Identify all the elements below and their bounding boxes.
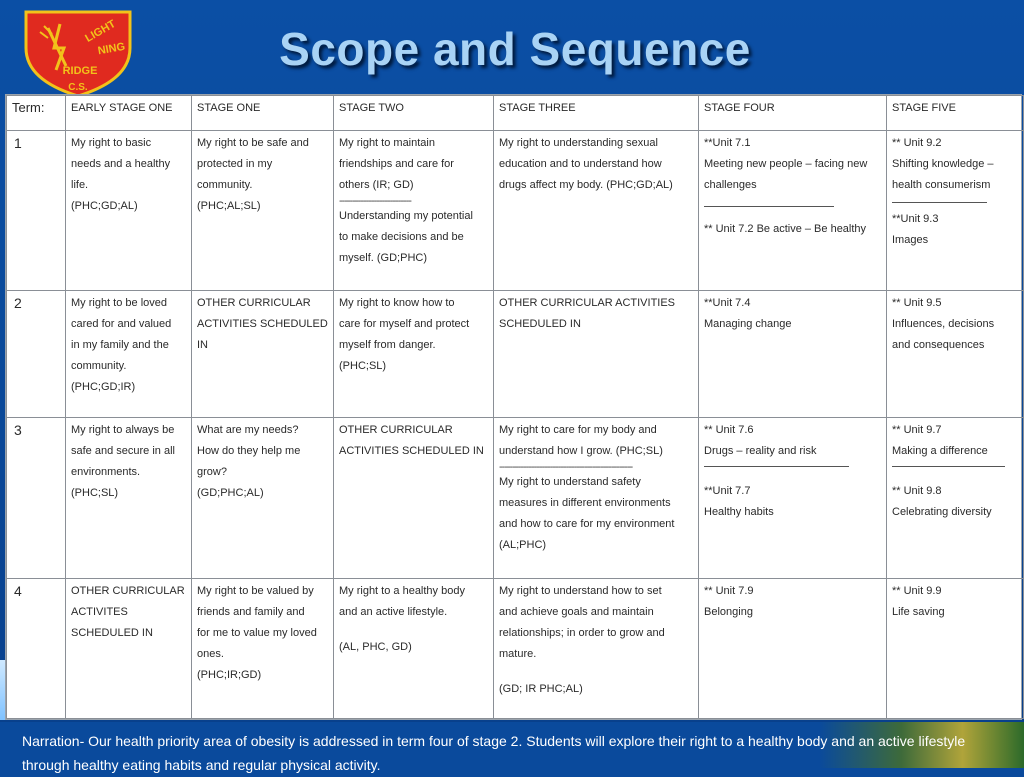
dashed-separator: -------------------------------------------------- (499, 462, 633, 473)
cell-line: needs and a healthy (71, 158, 171, 170)
table-row (7, 291, 1024, 418)
cell-line: Understanding my potential (339, 210, 473, 222)
cell-line: My right to know how to (339, 297, 455, 310)
cell-line: Healthy habits (704, 506, 774, 519)
cell-line: mature. (499, 647, 537, 660)
cell-early-stage-one (66, 131, 192, 291)
cell-line: IN (197, 339, 208, 352)
cell-line: OTHER CURRICULAR (339, 424, 453, 437)
table-row (7, 131, 1024, 291)
cell-line: myself from danger. (339, 339, 436, 352)
svg-text:NING: NING (96, 40, 127, 58)
cell-line: for me to value my loved (197, 626, 317, 639)
cell-line: relationships; in order to grow and (499, 626, 665, 639)
divider-line (892, 466, 1005, 467)
cell-early-stage-one (66, 578, 192, 718)
cell-line: (PHC;SL) (71, 487, 119, 500)
cell-stage-three (494, 578, 699, 718)
cell-line: (PHC;AL;SL) (197, 200, 261, 212)
cell-line: My right to understand safety (499, 476, 641, 489)
cell-line: My right to be loved (71, 297, 167, 310)
cell-line: ** Unit 7.2 Be active – Be healthy (704, 223, 867, 235)
cell-line: drugs affect my body. (PHC;GD;AL) (499, 179, 673, 191)
cell-line: in my family and the (71, 339, 169, 352)
divider-line (892, 202, 987, 203)
svg-text:RIDGE: RIDGE (62, 65, 98, 77)
header-stage-two: STAGE TWO (334, 96, 494, 131)
cell-line: ** Unit 9.7 (892, 424, 942, 437)
cell-line: OTHER CURRICULAR (71, 584, 185, 597)
cell-line: **Unit 9.3 (892, 213, 939, 225)
cell-line: ** Unit 7.6 (704, 424, 754, 437)
spacer (339, 623, 489, 637)
cell-line: and achieve goals and maintain (499, 605, 654, 618)
cell-line: My right to basic (71, 137, 152, 149)
cell-line: Meeting new people – facing new (704, 158, 868, 170)
cell-line: Images (892, 234, 929, 246)
cell-line: **Unit 7.7 (704, 485, 751, 498)
term-cell: 1 (7, 131, 66, 291)
cell-line: OTHER CURRICULAR ACTIVITIES (499, 297, 676, 310)
cell-line: (PHC;GD;IR) (71, 381, 136, 394)
cell-line: My right to care for my body and (499, 424, 657, 437)
cell-line: measures in different environments (499, 497, 671, 510)
cell-stage-five (887, 578, 1024, 718)
cell-stage-one (192, 291, 334, 418)
cell-line: ** Unit 9.5 (892, 297, 942, 310)
cell-line: myself. (GD;PHC) (339, 252, 427, 264)
cell-stage-two (334, 131, 494, 291)
cell-line: My right to be safe and (197, 137, 309, 149)
svg-text:C.S.: C.S. (68, 82, 88, 93)
cell-line: ** Unit 9.2 (892, 137, 942, 149)
table-header-row (7, 96, 1024, 131)
term-cell: 2 (7, 291, 66, 418)
cell-stage-three (494, 291, 699, 418)
cell-line: My right to always be (71, 424, 175, 437)
cell-line: safe and secure in all (71, 445, 175, 458)
cell-stage-one (192, 418, 334, 578)
cell-stage-two (334, 291, 494, 418)
narration-text: Narration- Our health priority area of obesity is addressed in term four of stage 2. Students will explore their right to a healthy body and an active lifestyle through healthy eating habits and regular physical activity. (22, 733, 966, 773)
cell-line: **Unit 7.4 (704, 297, 751, 310)
cell-line: (PHC;SL) (339, 360, 387, 373)
cell-stage-one (192, 131, 334, 291)
cell-line: challenges (704, 179, 757, 191)
cell-line: understand how I grow. (PHC;SL) (499, 445, 663, 458)
table-row (7, 578, 1024, 718)
cell-stage-four (699, 578, 887, 718)
cell-line: (AL, PHC, GD) (339, 640, 412, 653)
cell-line: My right to a healthy body (339, 584, 465, 597)
header-stage-four: STAGE FOUR (699, 96, 887, 131)
cell-line: care for myself and protect (339, 318, 470, 331)
cell-line: ** Unit 9.9 (892, 584, 942, 597)
header-stage-one: STAGE ONE (192, 96, 334, 131)
cell-stage-three (494, 418, 699, 578)
scope-sequence-table (5, 94, 1022, 720)
table-row (7, 418, 1024, 578)
cell-line: protected in my (197, 158, 273, 170)
cell-line: life. (71, 179, 89, 191)
cell-line: How do they help me (197, 445, 301, 458)
cell-line: Influences, decisions (892, 318, 995, 331)
slide-title: Scope and Sequence (279, 23, 751, 75)
cell-line: health consumerism (892, 179, 991, 191)
divider-line (704, 206, 834, 207)
cell-line: and an active lifestyle. (339, 605, 448, 618)
cell-line: friends and family and (197, 605, 305, 618)
cell-line: Drugs – reality and risk (704, 445, 817, 458)
cell-line: Life saving (892, 605, 945, 618)
cell-stage-two (334, 418, 494, 578)
cell-stage-two (334, 578, 494, 718)
cell-line: SCHEDULED IN (499, 318, 581, 331)
cell-line: Shifting knowledge – (892, 158, 994, 170)
cell-line: ACTIVITIES SCHEDULED (197, 318, 328, 331)
header-term: Term: (7, 96, 66, 131)
header-stage-three: STAGE THREE (494, 96, 699, 131)
cell-line: friendships and care for (339, 158, 454, 170)
cell-line: others (IR; GD) (339, 179, 414, 191)
divider-line (704, 466, 849, 467)
term-cell: 3 (7, 418, 66, 578)
cell-stage-three (494, 131, 699, 291)
cell-stage-five (887, 418, 1024, 578)
school-crest-logo (18, 8, 138, 98)
cell-early-stage-one (66, 418, 192, 578)
cell-line: environments. (71, 466, 141, 479)
cell-line: My right to understand how to set (499, 584, 662, 597)
cell-line: Celebrating diversity (892, 506, 992, 519)
cell-line: (PHC;IR;GD) (197, 668, 262, 681)
cell-line: ** Unit 9.8 (892, 485, 942, 498)
cell-line: (AL;PHC) (499, 539, 547, 552)
cell-line: (PHC;GD;AL) (71, 200, 138, 212)
cell-line: OTHER CURRICULAR (197, 297, 311, 310)
cell-line: My right to be valued by (197, 584, 314, 597)
cell-line: cared for and valued (71, 318, 172, 331)
header-early-stage-one: EARLY STAGE ONE (66, 96, 192, 131)
cell-line: My right to maintain (339, 137, 435, 149)
cell-line: **Unit 7.1 (704, 137, 751, 149)
cell-stage-four (699, 418, 887, 578)
cell-line: and how to care for my environment (499, 518, 675, 531)
cell-line: SCHEDULED IN (71, 626, 153, 639)
spacer (499, 665, 694, 679)
decorative-strip (0, 660, 5, 720)
cell-line: (GD;PHC;AL) (197, 487, 264, 500)
cell-line: My right to understanding sexual (499, 137, 658, 149)
cell-line: education and to understand how (499, 158, 662, 170)
cell-stage-five (887, 131, 1024, 291)
cell-stage-one (192, 578, 334, 718)
cell-line: ** Unit 7.9 (704, 584, 754, 597)
cell-stage-five (887, 291, 1024, 418)
cell-line: community. (197, 179, 253, 191)
dashed-separator: --------------------------- (339, 196, 411, 206)
cell-line: Managing change (704, 318, 792, 331)
cell-line: grow? (197, 466, 227, 479)
cell-stage-four (699, 291, 887, 418)
cell-line: ACTIVITES (71, 605, 128, 618)
cell-line: (GD; IR PHC;AL) (499, 682, 583, 695)
svg-text:LIGHT: LIGHT (83, 17, 118, 45)
header-stage-five: STAGE FIVE (887, 96, 1024, 131)
term-cell: 4 (7, 578, 66, 718)
cell-line: to make decisions and be (339, 231, 464, 243)
cell-line: What are my needs? (197, 424, 299, 437)
cell-line: ones. (197, 647, 224, 660)
cell-line: ACTIVITIES SCHEDULED IN (339, 445, 484, 458)
cell-early-stage-one (66, 291, 192, 418)
cell-line: Belonging (704, 605, 753, 618)
cell-line: community. (71, 360, 127, 373)
cell-line: and consequences (892, 339, 985, 352)
cell-stage-four (699, 131, 887, 291)
cell-line: Making a difference (892, 445, 988, 458)
